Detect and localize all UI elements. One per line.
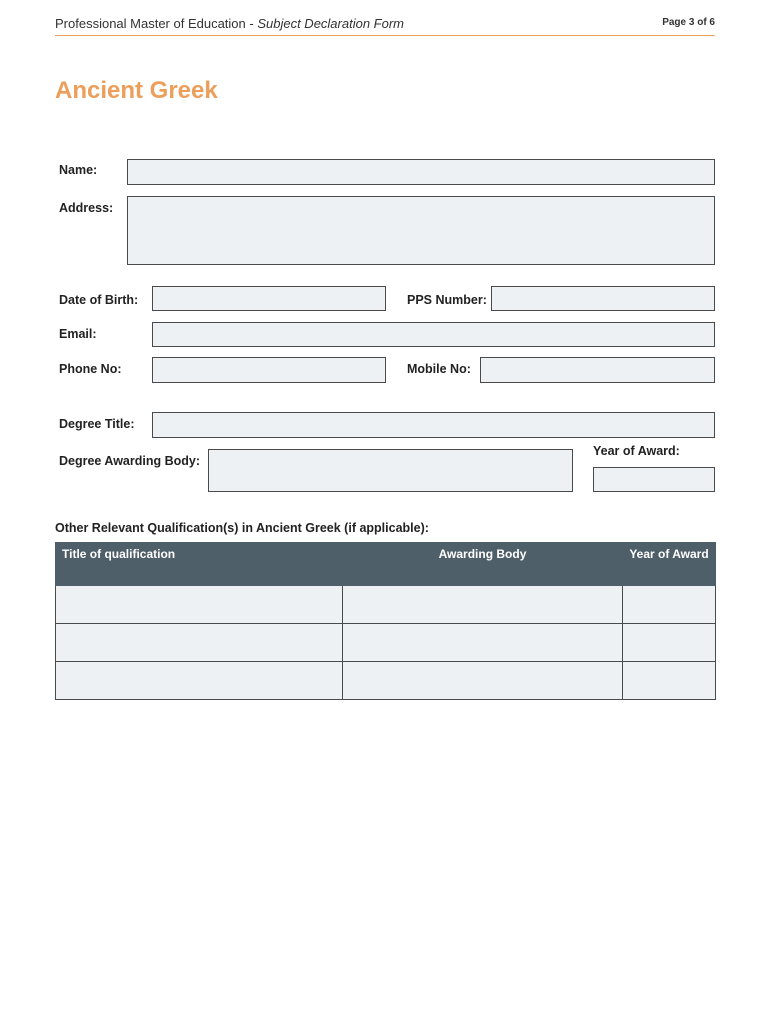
table-cell [56,662,343,700]
table-header-row [56,543,716,586]
qualification-title-input[interactable] [56,624,342,661]
year-input[interactable] [623,624,715,661]
address-field[interactable] [127,196,715,265]
degree-body-label: Degree Awarding Body: [59,454,200,468]
table-cell [623,586,716,624]
table-cell [343,662,623,700]
table-cell [623,662,716,700]
table-cell [56,586,343,624]
awarding-body-input[interactable] [343,624,622,661]
phone-label: Phone No: [59,362,122,376]
email-label: Email: [59,327,97,341]
mobile-field[interactable] [480,357,715,383]
year-input[interactable] [623,662,715,699]
degree-body-field[interactable] [208,449,573,492]
qualifications-table [55,542,716,700]
phone-field[interactable] [152,357,386,383]
document-title: Ancient Greek [55,77,218,104]
qualification-title-input[interactable] [56,586,342,623]
year-award-field[interactable] [593,467,715,492]
table-row [56,662,716,700]
column-header-awarding-body: Awarding Body [343,543,623,586]
pps-field[interactable] [491,286,715,311]
table-cell [343,586,623,624]
degree-title-label: Degree Title: [59,417,135,431]
awarding-body-input[interactable] [343,662,622,699]
table-row [56,624,716,662]
year-input[interactable] [623,586,715,623]
qualification-title-input[interactable] [56,662,342,699]
header-divider [55,35,715,36]
qualifications-section-title: Other Relevant Qualification(s) in Ancient Greek (if applicable): [55,521,429,535]
name-label: Name: [59,163,98,177]
name-field[interactable] [127,159,715,185]
table-row [56,586,716,624]
pps-label: PPS Number: [407,293,487,307]
column-header-year: Year of Award [623,543,716,586]
address-label: Address: [59,201,114,215]
mobile-label: Mobile No: [407,362,471,376]
header-title [55,16,404,31]
awarding-body-input[interactable] [343,586,622,623]
dob-label: Date of Birth: [59,293,139,307]
header-title-prefix: Professional Master of Education - [55,16,258,31]
degree-title-field[interactable] [152,412,715,438]
table-cell [343,624,623,662]
column-header-title: Title of qualification [56,543,343,586]
table-cell [56,624,343,662]
page-number: Page 3 of 6 [662,17,715,28]
table-cell [623,624,716,662]
header-title-italic: Subject Declaration Form [257,16,404,31]
dob-field[interactable] [152,286,386,311]
email-field[interactable] [152,322,715,347]
year-award-label: Year of Award: [593,444,680,458]
